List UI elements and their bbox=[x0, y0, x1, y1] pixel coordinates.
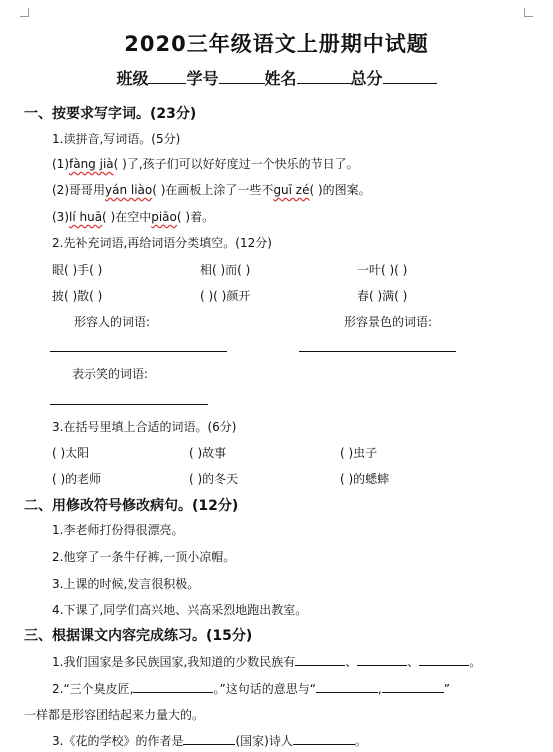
answer-line-scenery[interactable] bbox=[299, 351, 456, 352]
separator: 、 bbox=[345, 655, 358, 669]
q3-item: ( )太阳 bbox=[52, 446, 90, 460]
s3-q2 bbox=[52, 680, 450, 697]
q1-line-2 bbox=[52, 181, 371, 198]
q3-item: ( )的蟋蟀 bbox=[340, 472, 390, 486]
section-2-heading: 二、用修改符号修改病句。(12分) bbox=[24, 498, 239, 514]
blank[interactable] bbox=[293, 733, 355, 745]
q1-line-3-text-b: ( )在空中 bbox=[102, 210, 152, 224]
s3-q1-text: 1.我们国家是多民族国家,我知道的少数民族有 bbox=[52, 655, 296, 669]
q3-item: ( )虫子 bbox=[340, 446, 378, 460]
q2-item: 眼( )手( ) bbox=[52, 263, 103, 277]
s3-q2-continuation: 一样都是形容团结起来力量大的。 bbox=[24, 708, 205, 722]
q2-item: ( )( )颜开 bbox=[200, 289, 251, 303]
s3-q1 bbox=[52, 653, 481, 670]
category-smile-label: 表示笑的词语: bbox=[72, 367, 149, 381]
q2-item: 一叶( )( ) bbox=[357, 263, 408, 277]
sentence-item: 2.他穿了一条牛仔裤,一顶小凉帽。 bbox=[52, 550, 236, 564]
separator: , bbox=[377, 682, 382, 696]
s3-q3-text-b: (国家)诗人 bbox=[235, 734, 293, 748]
q1-line-2-text-b: ( )在画板上涂了一些不 bbox=[152, 183, 274, 197]
q1-line-2-text-c: ( )的图案。 bbox=[309, 183, 371, 197]
s3-q3 bbox=[52, 732, 367, 749]
q2-item: 相( )而( ) bbox=[200, 263, 251, 277]
answer-line-people[interactable] bbox=[50, 351, 227, 352]
blank[interactable] bbox=[316, 681, 378, 693]
name-label: 姓名 bbox=[264, 69, 297, 88]
blank[interactable] bbox=[419, 654, 469, 666]
category-people-label: 形容人的词语: bbox=[74, 315, 151, 329]
crop-mark-right bbox=[524, 8, 533, 17]
section-1-heading: 一、按要求写字词。(23分) bbox=[24, 106, 197, 122]
q1-line-1-text: ( )了,孩子们可以好好度过一个快乐的节日了。 bbox=[113, 157, 359, 171]
q3-item: ( )故事 bbox=[189, 446, 227, 460]
q2-prompt: 2.先补充词语,再给词语分类填空。(12分) bbox=[52, 236, 272, 250]
close-quote: ” bbox=[443, 682, 450, 696]
q2-item: 春( )满( ) bbox=[357, 289, 408, 303]
answer-line-smile[interactable] bbox=[50, 404, 208, 405]
pinyin-yanliao: yán liào bbox=[105, 183, 153, 197]
sentence-item: 1.李老师打份得很漂亮。 bbox=[52, 523, 184, 537]
score-label: 总分 bbox=[350, 69, 383, 88]
pinyin-piao: piāo bbox=[151, 210, 177, 224]
q1-line-1 bbox=[52, 155, 359, 172]
q1-line-3 bbox=[52, 208, 214, 225]
id-blank[interactable] bbox=[219, 69, 265, 84]
s3-q2-text-a: 2.“三个臭皮匠, bbox=[52, 682, 134, 696]
q1-line-1-num: (1) bbox=[52, 157, 69, 171]
sentence-item: 4.下课了,同学们高兴地、兴高采烈地跑出教室。 bbox=[52, 603, 308, 617]
class-label: 班级 bbox=[116, 69, 149, 88]
page-title: 2020三年级语文上册期中试题 bbox=[124, 32, 429, 56]
section-3-heading: 三、根据课文内容完成练习。(15分) bbox=[24, 628, 253, 644]
sentence-item: 3.上课的时候,发言很积极。 bbox=[52, 577, 200, 591]
q3-prompt: 3.在括号里填上合适的词语。(6分) bbox=[52, 420, 237, 434]
q1-prompt: 1.读拼音,写词语。(5分) bbox=[52, 132, 181, 146]
s3-q3-text-a: 3.《花的学校》的作者是 bbox=[52, 734, 184, 748]
q3-item: ( )的老师 bbox=[52, 472, 102, 486]
name-blank[interactable] bbox=[297, 69, 351, 84]
q1-line-3-text-c: ( )着。 bbox=[176, 210, 215, 224]
blank[interactable] bbox=[133, 681, 213, 693]
q1-line-2-text-a: (2)哥哥用 bbox=[52, 183, 105, 197]
blank[interactable] bbox=[357, 654, 407, 666]
score-blank[interactable] bbox=[383, 69, 437, 84]
blank[interactable] bbox=[382, 681, 444, 693]
blank[interactable] bbox=[183, 733, 235, 745]
crop-mark-left bbox=[20, 8, 29, 17]
separator: 、 bbox=[407, 655, 420, 669]
q3-item: ( )的冬天 bbox=[189, 472, 239, 486]
period: 。 bbox=[354, 734, 367, 748]
student-info-row bbox=[0, 66, 553, 89]
period: 。 bbox=[469, 655, 482, 669]
s3-q2-text-b: 。”这句话的意思与“ bbox=[213, 682, 316, 696]
pinyin-fangjia: fàng jià bbox=[69, 157, 114, 171]
class-blank[interactable] bbox=[148, 69, 186, 84]
id-label: 学号 bbox=[186, 69, 219, 88]
q1-line-3-num: (3) bbox=[52, 210, 69, 224]
pinyin-guize: guī zé bbox=[273, 183, 310, 197]
blank[interactable] bbox=[295, 654, 345, 666]
q2-item: 披( )散( ) bbox=[52, 289, 103, 303]
category-scenery-label: 形容景色的词语: bbox=[344, 315, 433, 329]
pinyin-lihua: lí huā bbox=[69, 210, 103, 224]
